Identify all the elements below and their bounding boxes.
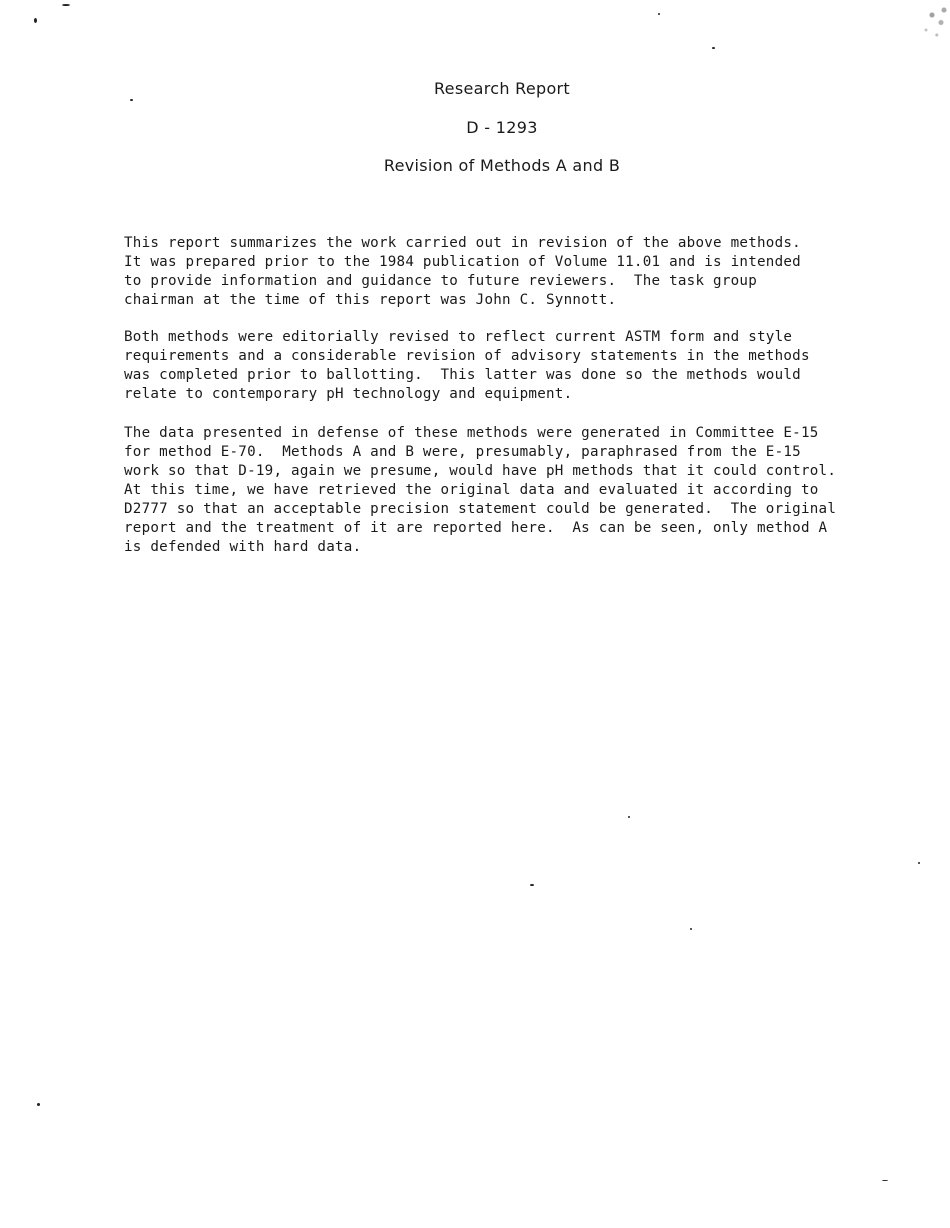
paragraph-data-defense: The data presented in defense of these methods were generated in Committee E-15 for method E-70. Methods A and B were, presumably, paraphrased from the E-15 work so that D-19, again we presume, would have pH methods that it could control. At this time, we have retrieved the original data and evaluated it according to D2777 so that an acceptable precision statement could be generated. The original report and the treatment of it are reported here. As can be seen, only method A is defended with hard data. — [124, 425, 837, 555]
scan-speck — [130, 99, 133, 101]
scan-speck — [690, 928, 692, 930]
report-title: Research Report — [433, 79, 570, 98]
scan-speck — [658, 13, 660, 15]
paragraph-editorial-revision: Both methods were editorially revised to reflect current ASTM form and style requirements and a considerable revision of advisory statements in the methods was completed prior to ballotting. This latter was done so the methods would relate to contemporary pH technology and equipment. — [124, 329, 810, 402]
scan-speck — [34, 18, 37, 23]
scan-speck — [530, 884, 534, 886]
scan-speck — [37, 1103, 40, 1106]
paragraph-summary: This report summarizes the work carried out in revision of the above methods. It was prepared prior to the 1984 publication of Volume 11.01 and is intended to provide information and guidance to future reviewers. The task group chairman at the time of this report was John C. Synnott. — [124, 235, 801, 308]
report-subtitle: Revision of Methods A and B — [383, 156, 621, 175]
scan-speck — [62, 4, 70, 6]
report-designation: D - 1293 — [466, 118, 538, 137]
scan-noise-corner — [890, 0, 950, 50]
scan-speck — [918, 862, 920, 864]
scan-speck — [628, 816, 630, 818]
scan-speck — [882, 1180, 888, 1181]
scan-speck — [712, 47, 715, 49]
